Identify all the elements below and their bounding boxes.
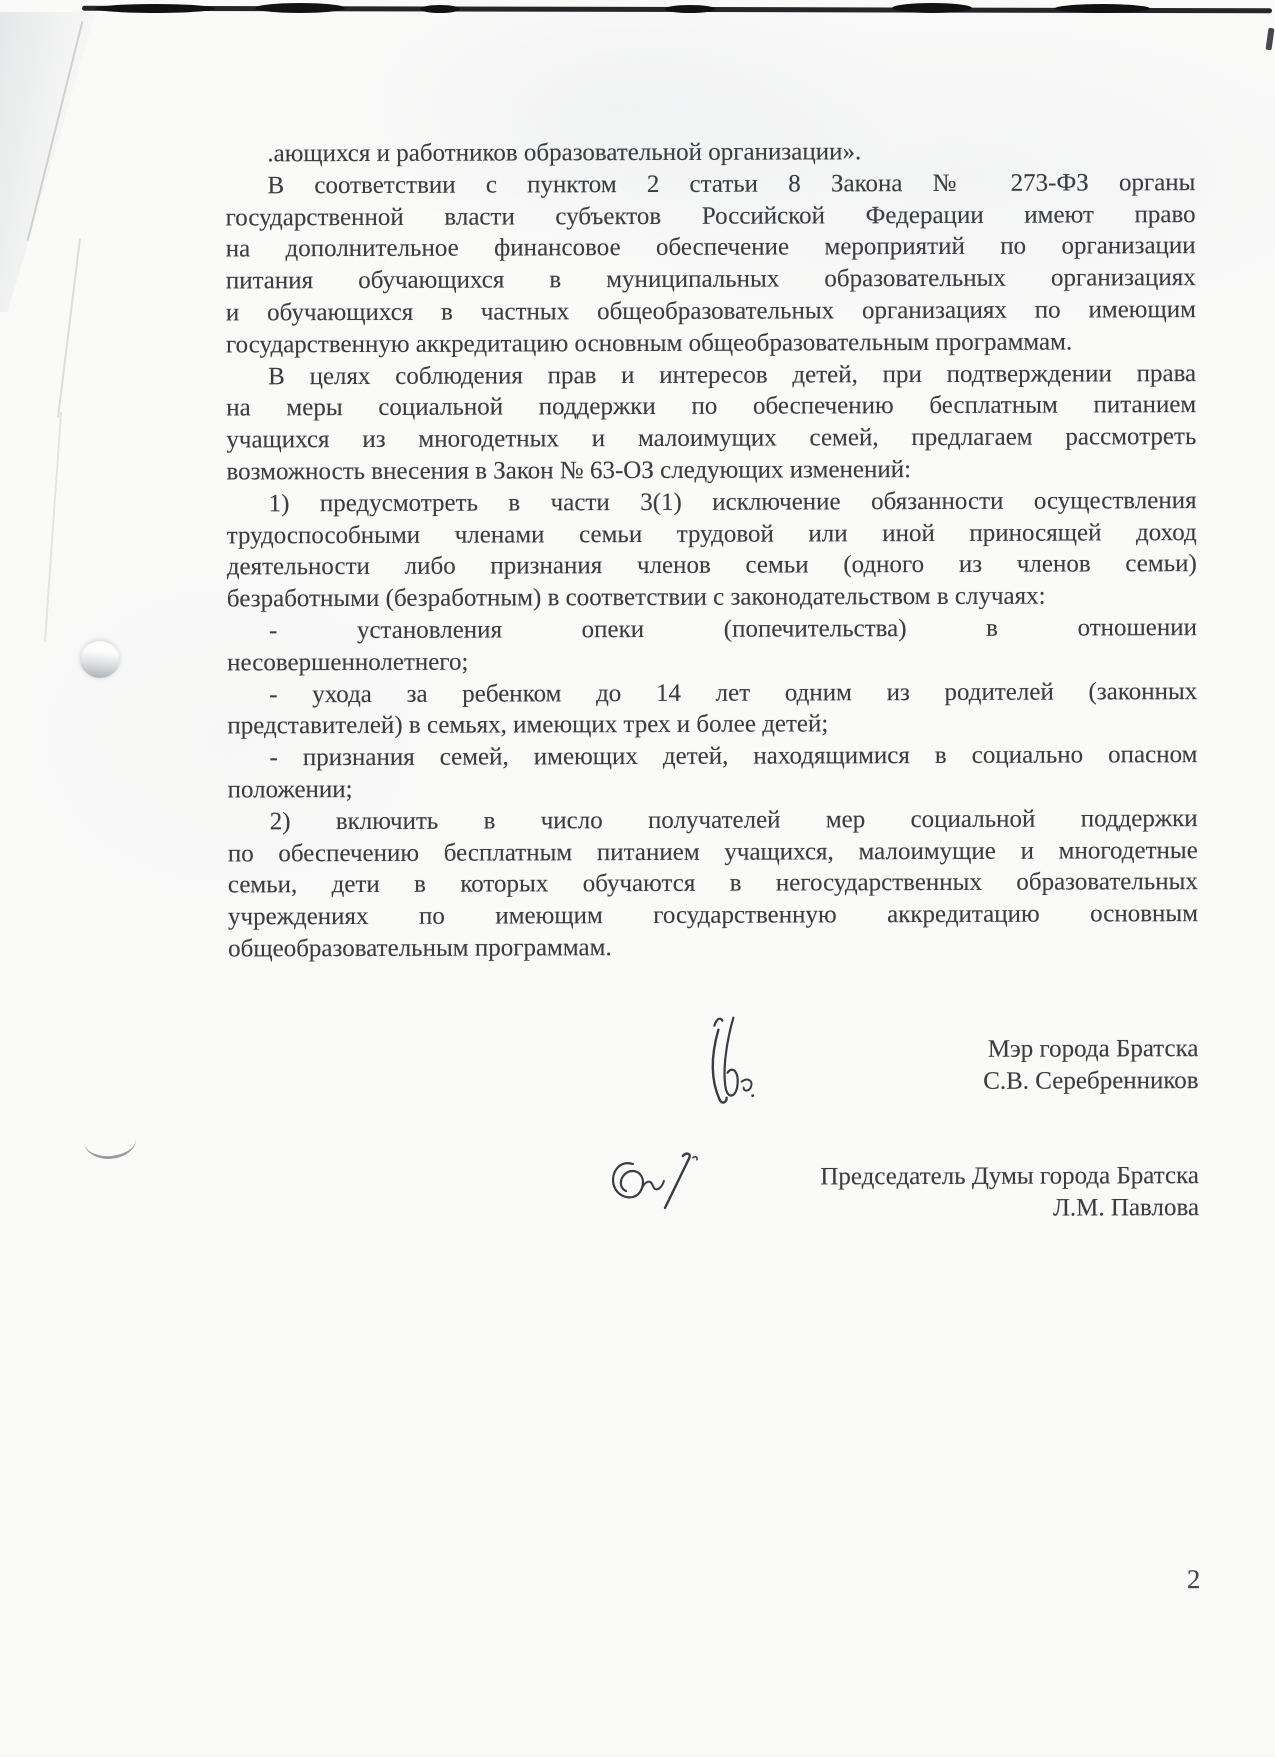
text-line: безработными (безработным) в соответствии с законодательством в случаях: xyxy=(226,582,1046,613)
text-line: .ающихся и работников образовательной организации». xyxy=(267,138,862,168)
text-line: положении; xyxy=(227,775,353,804)
text-line: государственной власти субъектов Российской Федерации имеют право xyxy=(225,200,1196,232)
page-number: 2 xyxy=(1186,1564,1201,1595)
text-line: В целях соблюдения прав и интересов детей, при подтверждении права xyxy=(268,359,1197,390)
text-line: учреждениях по имеющим государственную аккредитацию основным xyxy=(227,900,1199,931)
text-line: 1) предусмотреть в части 3(1) исключение обязанности осуществления xyxy=(268,486,1197,518)
text-line: на меры социальной поддержки по обеспечению бесплатным питанием xyxy=(226,391,1197,422)
text-line: и обучающихся в частных общеобразовательных организациях по имеющим xyxy=(225,296,1196,327)
signature-block-mayor xyxy=(228,1033,1198,1100)
text-line: учащихся из многодетных и малоимущих семей, предлагаем рассмотреть xyxy=(226,423,1197,454)
text-line: 2) включить в число получателей мер социальной поддержки xyxy=(269,804,1198,836)
text-line: государственную аккредитацию основным общеобразовательным программам. xyxy=(225,328,1073,359)
text-line: - признания семей, имеющих детей, находящимися в социально опасном xyxy=(269,741,1198,772)
text-line: деятельности либо признания членов семьи (одного из членов семьи) xyxy=(226,550,1197,581)
text-line: трудоспособными членами семьи трудовой или иной приносящей доход xyxy=(226,518,1197,549)
text-line: - установления опеки (попечительства) в отношении xyxy=(268,613,1198,645)
text-line: несовершеннолетнего; xyxy=(227,648,469,677)
signature-title: Председатель Думы города Братска xyxy=(820,1162,1199,1191)
text-line: общеобразовательным программам. xyxy=(228,934,612,963)
signature-name: С.В. Серебренников xyxy=(983,1067,1199,1095)
document-body xyxy=(225,135,1198,965)
text-line: питания обучающихся в муниципальных образовательных организациях xyxy=(225,264,1196,295)
text-line: представителей) в семьях, имеющих трех и более детей; xyxy=(227,710,829,740)
signature-block-chairman xyxy=(229,1160,1199,1227)
text-line: семьи, дети в которых обучаются в негосударственных образовательных xyxy=(227,868,1198,899)
text-line: - ухода за ребенком до 14 лет одним из родителей (законных xyxy=(269,677,1198,708)
text-line: В соответствии с пунктом 2 статьи 8 Закона № 273-ФЗ органы xyxy=(267,168,1196,200)
signature-name: Л.М. Павлова xyxy=(1052,1194,1200,1222)
text-line: на дополнительное финансовое обеспечение мероприятий по организации xyxy=(225,232,1196,263)
text-line: возможность внесения в Закон № 63-ОЗ следующих изменений: xyxy=(226,456,912,486)
signature-title: Мэр города Братска xyxy=(987,1035,1199,1063)
text-line: по обеспечению бесплатным питанием учащихся, малоимущие и многодетные xyxy=(227,836,1198,867)
